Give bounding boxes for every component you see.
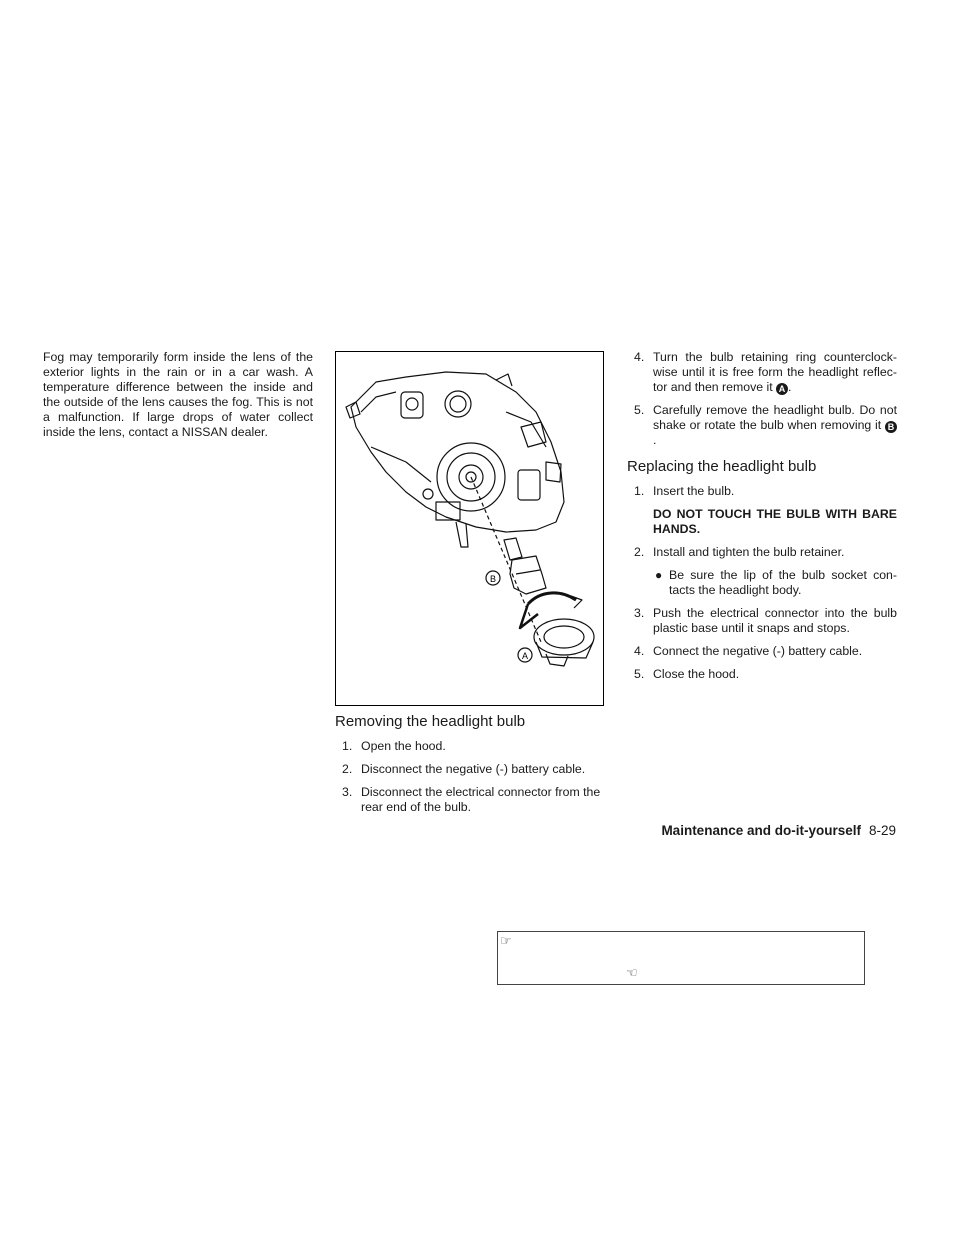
removing-steps-continued — [627, 350, 897, 448]
list-item: 4. Turn the bulb retaining ring counterclock-wise until it is free form the headlight reflec-tor and then remove it A . — [634, 350, 897, 394]
removing-heading: Removing the headlight bulb — [335, 713, 526, 730]
bullet-dot-icon: ● — [655, 568, 663, 582]
page-number: 8-29 — [868, 823, 896, 838]
list-item: 3. Disconnect the electrical connector from the rear end of the bulb. — [342, 785, 601, 814]
removing-steps — [335, 739, 607, 815]
replacing-heading: Replacing the headlight bulb — [627, 458, 817, 475]
stamp-box — [497, 931, 865, 985]
bullet-item: ● Be sure the lip of the bulb socket con-tacts the headlight body. — [655, 568, 897, 597]
list-item: 1. Insert the bulb. DO NOT TOUCH THE BULB WITH BARE HANDS. — [634, 484, 897, 536]
pointing-hand-icon: ☜ — [626, 965, 638, 980]
list-item: 5. Close the hood. — [634, 667, 740, 681]
list-item: 2. Disconnect the negative (-) battery cable. — [342, 762, 586, 776]
marker-b: B — [885, 421, 897, 433]
right-column — [627, 350, 897, 690]
list-item: 4. Connect the negative (-) battery cable. — [634, 644, 863, 658]
headlight-figure — [335, 351, 604, 706]
section-title: Maintenance and do-it-yourself — [661, 823, 861, 838]
figure-label-b: B — [489, 574, 497, 584]
list-item: 1. Open the hood. — [342, 739, 446, 753]
removing-section — [335, 713, 607, 823]
page-footer — [560, 823, 896, 838]
replacing-steps — [627, 484, 897, 682]
marker-a: A — [776, 383, 788, 395]
list-item: 3. Push the electrical connector into the bulb plastic base until it snaps and stops. — [634, 606, 897, 635]
figure-label-a: A — [521, 651, 529, 661]
pointing-hand-icon: ☞ — [500, 933, 512, 948]
list-item: 5. Carefully remove the headlight bulb. Do not shake or rotate the bulb when removing it B. — [634, 403, 897, 447]
warning-text: DO NOT TOUCH THE BULB WITH BARE HANDS. — [653, 507, 897, 536]
fog-text: Fog may temporarily form inside the lens of the exterior lights in the rain or in a car wash. A temperature difference between the inside and the outside of the lens causes the fog. This is not a malfunction. If large drops of water collect inside the lens, contact a NISSAN dealer. — [43, 350, 313, 439]
fog-paragraph — [43, 350, 313, 440]
headlight-diagram — [336, 352, 603, 705]
list-item: 2. Install and tighten the bulb retainer. ● Be sure the lip of the bulb socket con-tacts the headlight body. — [634, 545, 897, 597]
